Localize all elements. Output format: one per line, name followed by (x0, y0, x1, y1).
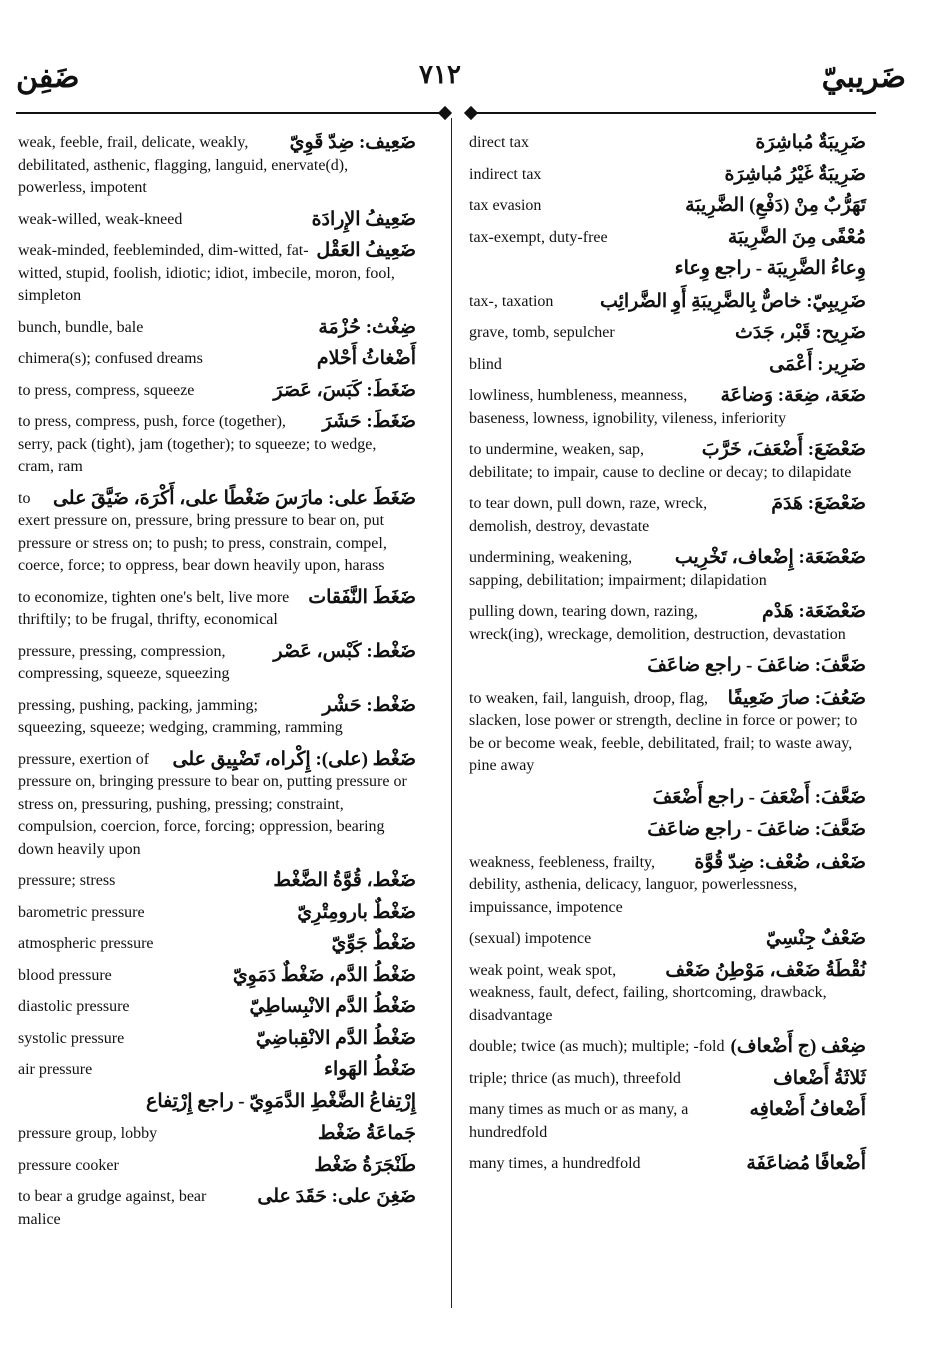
dictionary-entry (18, 411, 416, 479)
arabic-headword: إِرْتِفاعُ الضَّغْطِ الدَّمَوِيّ - راجع إِرْتِفاع (146, 1090, 416, 1112)
page-number: ٧١٢ (419, 60, 461, 89)
dictionary-entry (18, 132, 416, 200)
arabic-headword: ضَعْضَعَ: أَضْعَفَ، خَرَّبَ (701, 439, 866, 460)
english-translation: weak-minded, feebleminded, dim-witted, fat-witted, stupid, foolish, idiotic; idiot, imbecile, moron, fool, simpleton (18, 242, 395, 304)
arabic-headword: ضَعِيف: ضِدّ قَوِيّ (289, 132, 416, 153)
dictionary-entry (469, 960, 866, 1028)
arabic-headword: ضَغَطَ النَّفَقات (308, 586, 416, 608)
dictionary-entry (469, 1153, 866, 1176)
arabic-headword: ضَرِيبِيّ: خاصٌّ بِالضَّرِيبَةِ أَوِ الضَّرائِب (599, 290, 866, 312)
arabic-headword: ضَغْط: حَشْر (322, 694, 416, 716)
english-translation: to press, compress, squeeze (18, 381, 195, 399)
arabic-headword: ضَعَة، ضِعَة: وَضاعَة (720, 385, 866, 406)
english-translation: chimera(s); confused dreams (18, 350, 203, 367)
right-column (469, 132, 866, 1185)
dictionary-entry (18, 1123, 416, 1146)
english-translation: lowliness, humbleness, meanness, baseness, lowness, ignobility, vileness, inferiority (469, 387, 787, 427)
english-translation: direct tax (469, 134, 529, 151)
english-translation: weakness, feebleness, frailty, debility, asthenia, delicacy, languor, powerlessness, impuissance, impotence (469, 853, 798, 916)
dictionary-entry (469, 493, 866, 538)
arabic-headword: ضَغَطَ: حَشَرَ (322, 411, 416, 432)
arabic-headword: أَضْغاثُ أَحْلام (316, 348, 416, 369)
arabic-headword: جَماعَةُ ضَغْط (317, 1123, 416, 1144)
english-translation: to weaken, fail, languish, droop, flag, slacken, lose power or strength, decline in force or power; to be or become weak, feeble, debilitated, frail; to waste away, pine away (469, 689, 858, 774)
arabic-headword: ثَلاثَةُ أَضْعاف (773, 1067, 866, 1089)
english-translation: tax-exempt, duty-free (469, 228, 608, 246)
arabic-headword: ضَغْطُ الدَّم الانْبِساطِيّ (249, 996, 416, 1017)
english-translation: air pressure (18, 1061, 93, 1078)
dictionary-entry (18, 749, 416, 862)
english-translation: pressure group, lobby (18, 1125, 158, 1142)
english-translation: double; twice (as much); multiple; -fold (469, 1038, 725, 1055)
english-translation: indirect tax (469, 165, 542, 183)
arabic-headword: ضَغَطَ على: مارَسَ ضَغْطًا على، أَكْرَهَ، ضَيَّقَ على (52, 487, 416, 509)
arabic-headword: ضَغْطُ الدَّم الانْقِباضِيّ (255, 1027, 416, 1049)
dictionary-entry (18, 317, 416, 340)
dictionary-entry (18, 348, 416, 371)
left-column (18, 132, 416, 1240)
dictionary-entry (469, 1036, 866, 1059)
arabic-headword: أَضْعافُ أَضْعافِه (749, 1099, 866, 1120)
english-translation: to exert pressure on, pressure, bring pressure to bear on, put pressure or stress on; to push; to press, constrain, compel, coerce, force; to oppress, bear down heavily upon, harass (18, 489, 387, 574)
dictionary-entry (18, 240, 416, 308)
english-translation: pressure cooker (18, 1156, 119, 1174)
arabic-headword: ضَغْطُ الدَّم، ضَغْطٌ دَمَوِيّ (232, 964, 416, 986)
dictionary-entry (469, 547, 866, 592)
arabic-headword: ضَغِنَ على: حَقَدَ على (257, 1186, 416, 1207)
dictionary-entry (469, 132, 866, 155)
arabic-headword: ضِغْث: حُزْمَة (318, 316, 416, 338)
dictionary-entry (469, 787, 866, 811)
english-translation: blood pressure (18, 966, 112, 984)
arabic-headword: وِعاءُ الضَّرِيبَة - راجع وِعاء (674, 258, 866, 279)
dictionary-entry (469, 354, 866, 377)
dictionary-entry (469, 291, 866, 314)
arabic-headword: طَنْجَرَةُ ضَغْط (314, 1154, 416, 1176)
english-translation: barometric pressure (18, 903, 145, 921)
dictionary-entry (469, 655, 866, 679)
dictionary-entry (18, 209, 416, 232)
arabic-headword: ضَعِيفُ الإِرادَة (311, 208, 416, 230)
english-translation: diastolic pressure (18, 998, 130, 1015)
arabic-headword: ضَعْضَعَة: هَدْم (762, 601, 866, 622)
arabic-headword: ضِعْف (ج أَضْعاف) (730, 1036, 866, 1057)
dictionary-entry (469, 852, 866, 920)
dictionary-entry (469, 1099, 866, 1144)
english-translation: (sexual) impotence (469, 930, 592, 947)
arabic-headword: ضَرِيبَةٌ غَيْرُ مُباشِرَة (724, 163, 866, 185)
arabic-headword: ضَغْطُ الهَواء (324, 1059, 416, 1080)
arabic-headword: ضَرِيبَةٌ مُباشِرَة (755, 132, 866, 153)
dictionary-entry (469, 688, 866, 778)
column-separator (451, 118, 452, 1308)
dictionary-entry (469, 258, 866, 282)
arabic-headword: مُعْفًى مِنَ الضَّرِيبَة (727, 226, 866, 248)
dictionary-entry (18, 695, 416, 740)
dictionary-entry (469, 227, 866, 250)
dictionary-entry (18, 1091, 416, 1115)
arabic-headword: ضَعِيفُ العَقْل (316, 240, 416, 261)
arabic-headword: ضَعُفَ: صارَ ضَعِيفًا (727, 687, 866, 709)
english-translation: many times, a hundredfold (469, 1155, 641, 1172)
dictionary-entry (18, 1059, 416, 1082)
dictionary-entry (469, 928, 866, 951)
arabic-headword: ضَغْط، قُوَّةُ الضَّغْط (273, 870, 416, 891)
arabic-headword: ضَعْضَعَة: إِضْعاف، تَخْرِيب (674, 547, 866, 568)
english-translation: tax evasion (469, 197, 542, 214)
english-translation: weak, feeble, frail, delicate, weakly, debilitated, asthenic, flagging, languid, enervate(d), powerless, impotent (18, 134, 349, 196)
english-translation: bunch, bundle, bale (18, 318, 144, 336)
english-translation: to tear down, pull down, raze, wreck, demolish, destroy, devastate (469, 495, 708, 535)
dictionary-entry (469, 819, 866, 843)
arabic-headword: ضَعَّفَ: أَضْعَفَ - راجع أَضْعَفَ (652, 786, 866, 808)
dictionary-entry (18, 587, 416, 632)
english-translation: to press, compress, push, force (together), serry, pack (tight), jam (together); to squeeze; to wedge, cram, ram (18, 413, 377, 475)
english-translation: weak-willed, weak-kneed (18, 210, 183, 228)
diamond-ornament (438, 106, 452, 120)
dictionary-entry (469, 195, 866, 218)
dictionary-entry (18, 1028, 416, 1051)
arabic-headword: ضَعْضَعَ: هَدَمَ (771, 493, 866, 514)
arabic-headword: ضَغْط (على): إِكْراه، تَضْيِيق على (172, 748, 416, 770)
header-rule-right (470, 108, 876, 118)
dictionary-entry (469, 439, 866, 484)
arabic-headword: ضَعْفٌ جِنْسِيّ (766, 928, 866, 949)
dictionary-entry (469, 1068, 866, 1091)
arabic-headword: ضَعْف، ضُعْف: ضِدّ قُوَّة (694, 851, 866, 873)
english-translation: to undermine, weaken, sap, debilitate; to impair, cause to decline or decay; to dilapidate (469, 441, 852, 481)
dictionary-entry (18, 641, 416, 686)
arabic-headword: ضَغْطٌ بارومِتْرِيّ (297, 901, 416, 923)
dictionary-entry (469, 601, 866, 646)
english-translation: weak point, weak spot, weakness, fault, defect, failing, shortcoming, drawback, disadvantage (469, 961, 827, 1024)
arabic-headword: نُقْطَةُ ضَعْف، مَوْطِنُ ضَعْف (665, 959, 866, 981)
english-translation: tax-, taxation (469, 292, 554, 310)
dictionary-entry (18, 1186, 416, 1231)
header-rule-left (16, 108, 446, 118)
english-translation: systolic pressure (18, 1029, 125, 1047)
english-translation: to bear a grudge against, bear malice (18, 1188, 207, 1228)
english-translation: blind (469, 355, 502, 373)
english-translation: pulling down, tearing down, razing, wreck(ing), wreckage, demolition, destruction, devastation (469, 603, 846, 643)
dictionary-entry (18, 380, 416, 403)
header-guide-word-right: ضَريبيّ (821, 61, 906, 94)
english-translation: to economize, tighten one's belt, live more thriftily; to be frugal, thrifty, economical (18, 588, 290, 628)
english-translation: many times as much or as many, a hundredfold (469, 1101, 689, 1141)
english-translation: triple; thrice (as much), threefold (469, 1069, 681, 1087)
arabic-headword: ضَعَّفَ: ضاعَفَ - راجع ضاعَفَ (647, 655, 866, 676)
arabic-headword: ضَرِير: أَعْمَى (769, 353, 866, 375)
dictionary-entry (18, 1155, 416, 1178)
dictionary-entry (18, 902, 416, 925)
arabic-headword: ضَغَطَ: كَبَسَ، عَصَرَ (273, 379, 416, 401)
diamond-ornament (464, 106, 478, 120)
english-translation: pressure, exertion of pressure on, bringing pressure to bear on, putting pressure or stress on, pressuring, pushing, pressing; constraint, compulsion, coercion, force, forcing; oppression, bearing down heavily upon (18, 750, 407, 858)
arabic-headword: أَضْعافًا مُضاعَفَة (746, 1153, 866, 1174)
arabic-headword: ضَغْط: كَبْس، عَصْر (273, 640, 416, 662)
dictionary-entry (469, 322, 866, 345)
english-translation: pressure; stress (18, 872, 116, 889)
arabic-headword: ضَعَّفَ: ضاعَفَ - راجع ضاعَفَ (647, 819, 866, 840)
english-translation: atmospheric pressure (18, 935, 154, 952)
arabic-headword: ضَغْطٌ جَوِّيّ (331, 933, 416, 954)
english-translation: pressing, pushing, packing, jamming; squeezing, squeeze; wedging, cramming, ramming (18, 696, 343, 736)
dictionary-entry (18, 933, 416, 956)
dictionary-entry (469, 385, 866, 430)
dictionary-entry (18, 870, 416, 893)
dictionary-entry (18, 965, 416, 988)
header-guide-word-left: ضَفِن (16, 61, 80, 94)
dictionary-entry (18, 488, 416, 578)
english-translation: grave, tomb, sepulcher (469, 324, 615, 341)
english-translation: pressure, pressing, compression, compressing, squeeze, squeezing (18, 642, 230, 682)
english-translation: undermining, weakening, sapping, debilitation; impairment; dilapidation (469, 549, 767, 589)
arabic-headword: تَهَرُّبٌ مِنْ (دَفْعِ) الضَّرِيبَة (685, 195, 866, 216)
dictionary-entry (18, 996, 416, 1019)
dictionary-entry (469, 164, 866, 187)
arabic-headword: ضَرِيح: قَبْر، جَدَث (734, 322, 866, 343)
